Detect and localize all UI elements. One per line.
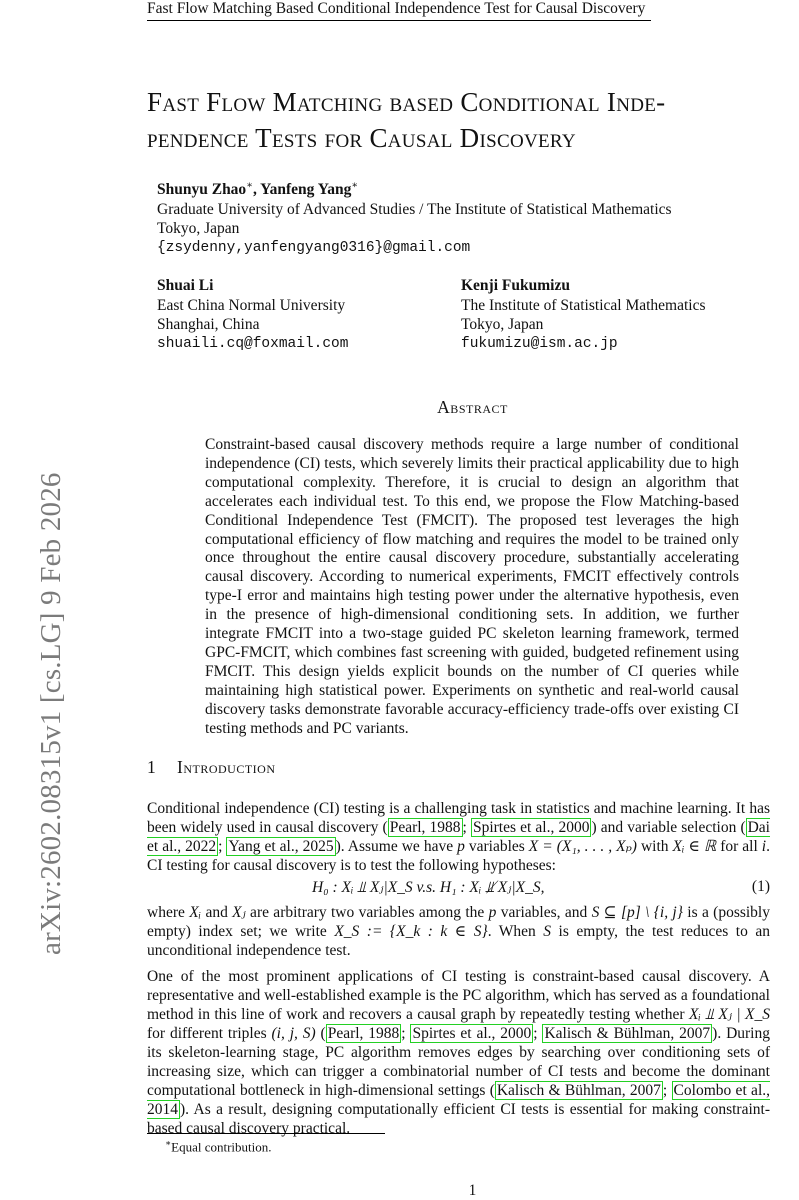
author-name-zhao: Shunyu Zhao [157, 181, 247, 199]
author-email[interactable]: fukumizu@ism.ac.jp [461, 335, 618, 352]
arxiv-identifier-text: arXiv:2602.08315v1 [cs.LG] 9 Feb 2026 [35, 472, 67, 955]
equal-contribution-mark[interactable]: ∗ [351, 180, 359, 191]
math: p [488, 904, 497, 921]
author-names [157, 176, 757, 200]
text-run: variables, and [496, 904, 592, 921]
math: X_S := {X_k : k ∈ S} [334, 923, 488, 940]
citation-link[interactable]: Dai et al., 2022 [147, 819, 770, 855]
paragraph-1 [147, 799, 770, 875]
text-run: ). During its skeleton-learning stage, PC algorithm removes edges by searching over conditioning sets of increasing size, which can trigger a combinatorial number of CI tests and become the dominant computational bottleneck in high-dimensional settings ( [147, 1025, 770, 1099]
citation-link[interactable]: Spirtes et al., 2000 [472, 819, 590, 836]
paper-title [147, 84, 797, 156]
footnote-text: Equal contribution. [171, 1139, 272, 1155]
text-run: One of the most prominent applications of CI testing is constraint-based causal discovery. A representative and well-established example is the PC algorithm, which has served as a foundational method in this line of work and recovers a causal graph by repeatedly testing whether [147, 968, 770, 1023]
section-heading-introduction [147, 757, 276, 778]
text-run: ; [533, 1025, 543, 1042]
footnote [165, 1138, 272, 1155]
author-block-main [157, 176, 757, 258]
math: p [457, 838, 465, 855]
text-run: with [636, 838, 673, 855]
text-run: ; [462, 819, 471, 836]
text-run: variables [464, 838, 529, 855]
equal-contribution-mark[interactable]: ∗ [246, 180, 253, 191]
page-number: 1 [468, 1182, 477, 1199]
footnote-mark: ∗ [165, 1138, 172, 1148]
text-run: for all [716, 838, 762, 855]
math: S ⊆ [p] \ {i, j} [591, 904, 683, 921]
text-run: ). Assume we have [335, 838, 458, 855]
text-run: is a (possibly empty) index set; we write [147, 904, 770, 940]
author-location: Tokyo, Japan [461, 316, 544, 333]
abstract-body: Constraint-based causal discovery methods require a large number of conditional independence (CI) tests, which severely limits their practical applicability due to high computational complexity. Therefore, it is crucial to design an algorithm that accelerates each individual test. To this end, we propose the Flow Matching-based Conditional Independence Test (FMCIT). The proposed test leverages the high computational efficiency of flow matching and requires the model to be trained only once throughout the entire causal discovery procedure, substantially accelerating causal discovery. According to numerical experiments, FMCIT effectively controls type-I error and maintains high testing power under the alternative hypothesis, even in the presence of high-dimensional conditioning sets. In addition, we further integrate FMCIT into a two-stage guided PC skeleton learning framework, termed GPC-FMCIT, which combines fast screening with guided, budgeted refinement using FMCIT. This design yields explicit bounds on the number of CI queries while maintaining high statistical power. Experiments on synthetic and real-world causal discovery tasks demonstrate favorable accuracy-efficiency trade-offs over existing CI testing methods and PC variants. [205, 436, 739, 737]
author-affiliation: East China Normal University [157, 296, 346, 314]
author-separator: , [252, 181, 261, 199]
citation-link[interactable]: Yang et al., 2025 [228, 838, 334, 855]
text-run: for different triples [147, 1025, 272, 1042]
text-run: ). As a result, designing computationally efficient CI tests is essential for making constraint-based causal discovery practical. [147, 1101, 770, 1137]
text-run: is empty, the test reduces to an unconditional independence test. [147, 923, 770, 959]
citation-link[interactable]: Kalisch & Bühlman, 2007 [496, 1082, 661, 1099]
text-run: ; [401, 1025, 411, 1042]
author-name-li: Shuai Li [157, 277, 214, 294]
math: S [543, 923, 552, 940]
text-run: Conditional independence (CI) testing is a challenging task in statistics and machine learning. It has been widely used in causal discovery ( [147, 800, 770, 836]
text-run: ) and variable selection ( [591, 819, 746, 836]
math: Xⱼ [232, 904, 246, 921]
author-affiliation: The Institute of Statistical Mathematics [461, 296, 706, 314]
math: X = (X₁, . . . , Xₚ) [528, 838, 637, 855]
text-run: . When [487, 923, 544, 940]
equation-number: (1) [751, 878, 770, 895]
header-rule [147, 20, 651, 21]
citation-link[interactable]: Colombo et al., 2014 [147, 1082, 770, 1118]
math: Xᵢ ∈ ℝ [672, 838, 717, 855]
text-run: ( [315, 1025, 326, 1042]
paragraph-3 [147, 967, 770, 1138]
citation-link[interactable]: Spirtes et al., 2000 [412, 1025, 532, 1042]
math: Xᵢ ⫫ Xⱼ | X_S [688, 1006, 770, 1023]
running-header: Fast Flow Matching Based Conditional Independence Test for Causal Discovery [147, 0, 646, 17]
section-number: 1 [147, 757, 156, 777]
author-email[interactable]: shuaili.cq@foxmail.com [157, 335, 349, 352]
citation-link[interactable]: Kalisch & Bühlman, 2007 [544, 1025, 711, 1042]
text-run: ; [218, 838, 227, 855]
paragraph-2 [147, 903, 770, 960]
arxiv-identifier-stamp[interactable] [0, 120, 67, 955]
math: i [761, 838, 767, 855]
section-title: Introduction [177, 757, 276, 777]
text-run: ; [662, 1082, 672, 1099]
citation-link[interactable]: Pearl, 1988 [327, 1025, 400, 1042]
author-name-yang: Yanfeng Yang [260, 181, 352, 199]
author-location: Shanghai, China [157, 316, 260, 333]
title-line-2: pendence Tests for Causal Discovery [147, 123, 576, 153]
equation-1 [147, 878, 770, 898]
author-block-fukumizu [461, 276, 761, 354]
author-affiliation: Graduate University of Advanced Studies / The Institute of Statistical Mathematics [157, 200, 672, 218]
equation-body: H₀ : Xᵢ ⫫ Xⱼ|X_S v.s. H₁ : Xᵢ ⫫̸ Xⱼ|X_S, [312, 879, 545, 896]
author-block-li [157, 276, 437, 354]
abstract-heading: Abstract [437, 397, 508, 417]
math: Xᵢ [189, 904, 202, 921]
text-run: are arbitrary two variables among the [245, 904, 489, 921]
text-run: . CI testing for causal discovery is to test the following hypotheses: [147, 838, 770, 874]
math: (i, j, S) [271, 1025, 316, 1042]
author-email[interactable]: {zsydenny,yanfengyang0316}@gmail.com [157, 239, 471, 256]
text-run: where [147, 904, 190, 921]
author-location: Tokyo, Japan [157, 220, 240, 238]
text-run: and [201, 904, 233, 921]
citation-link[interactable]: Pearl, 1988 [389, 819, 461, 836]
title-line-1: Fast Flow Matching based Conditional Inde- [147, 87, 666, 117]
footnote-rule [147, 1133, 385, 1134]
author-name-fukumizu: Kenji Fukumizu [461, 277, 570, 294]
